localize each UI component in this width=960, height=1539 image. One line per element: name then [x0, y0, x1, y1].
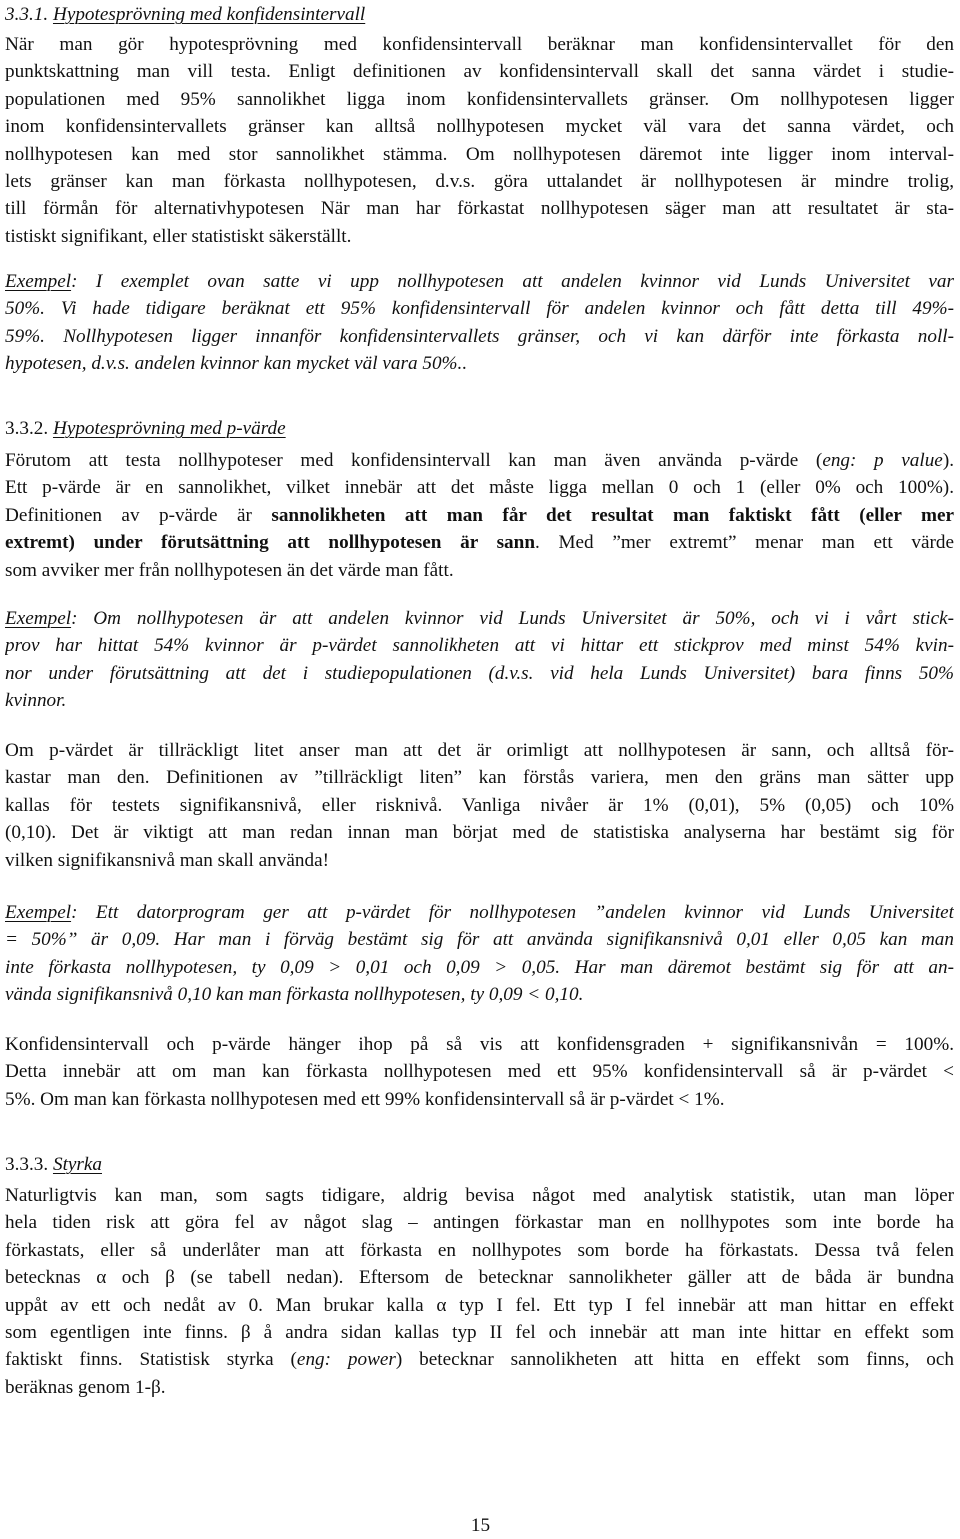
text-line: (0,10). Det är viktigt att man redan innan man börjat med de statistiska analyserna har bestämt sig för [5, 822, 954, 844]
text-line: vända signifikansnivå 0,10 kan man förkasta nollhypotesen, ty 0,09 < 0,10. [5, 984, 584, 1006]
text-line: som egentligen inte finns. β å andra sidan kallas typ II fel och innebär att man inte hittar en effekt som [5, 1321, 954, 1343]
text-line: lets gränser kan man förkasta nollhypotesen, d.v.s. göra uttalandet är nollhypotesen är mindre trolig, [5, 170, 954, 192]
bold-text: extremt) under förutsättning att nollhypotesen är sann [5, 532, 535, 554]
text-run: . Med ”mer extremt” menar man ett värde [535, 532, 954, 554]
section-number: 3.3.2. [5, 418, 49, 439]
text-line: Naturligtvis kan man, som sagts tidigare, aldrig bevisa något med analytisk statistik, utan man löper [5, 1185, 954, 1206]
emphasis-text: eng: power [296, 1349, 396, 1371]
text-line: inom konfidensintervallets gränser kan alltså nollhypotesen mycket väl vara det sanna värdet, och [5, 116, 954, 138]
section-heading-3-3-2 [5, 415, 954, 442]
text-line: = 50%” är 0,09. Har man i förväg bestämt sig för att använda signifikansnivå 0,01 eller 0,05 kan man [5, 929, 954, 951]
text-line: 50%. Vi hade tidigare beräknat ett 95% konfidensintervall för andelen kvinnor och fått detta till 49%- [5, 298, 954, 320]
text-run: Definitionen av p-värde är [5, 504, 272, 526]
text-line: punktskattning man vill testa. Enligt definitionen av konfidensintervall skall det sanna värdet i studie- [5, 61, 954, 83]
emphasis-text: eng: p value [822, 450, 943, 471]
example-label: Exempel [5, 271, 72, 292]
text-run: Förutom att testa nollhypoteser med konfidensintervall kan man även använda p-värde ( [5, 450, 823, 471]
text-run: faktiskt finns. Statistisk styrka ( [5, 1349, 297, 1371]
section-title: Styrka [52, 1154, 102, 1175]
text-line: : I exemplet ovan satte vi upp nollhypotesen att andelen kvinnor vid Lunds Universitet var [71, 271, 954, 292]
text-line: Detta innebär att om man kan förkasta nollhypotesen med ett 95% konfidensintervall så är p-värdet < [5, 1061, 954, 1083]
text-line: nor under förutsättning att det i studiepopulationen (d.v.s. vid hela Lunds Universitet) bara finns 50% [5, 662, 954, 684]
paragraph-power [5, 1182, 954, 1401]
text-line: som avviker mer från nollhypotesen än det värde man fått. [5, 559, 454, 581]
text-line: förkastats, eller så underlåter man att förkasta en nollhypotes som borde ha förkastats. Dessa två felen [5, 1239, 954, 1261]
text-line: tistiskt signifikant, eller statistiskt säkerställt. [5, 225, 352, 247]
text-line: Konfidensintervall och p-värde hänger ihop på så vis att konfidensgraden + signifikansnivån = 100%. [5, 1034, 954, 1055]
section-number: 3.3.3. [5, 1154, 49, 1175]
text-line: populationen med 95% sannolikhet ligga inom konfidensintervallets gränser. Om nollhypotesen ligger [5, 88, 954, 110]
example-block-2 [5, 605, 954, 715]
page-number: 15 [470, 1515, 491, 1536]
text-line: kastar man den. Definitionen av ”tillräckligt liten” kan förstås variera, men den gräns man sätter upp [5, 767, 954, 789]
bold-text: sannolikheten att man får det resultat man faktiskt fått (eller mer [271, 504, 954, 526]
text-line: prov har hittat 54% kvinnor är p-värdet sannolikheten att vi hittar ett stickprov med minst 54% kvin- [5, 635, 954, 657]
paragraph-ci-p-value-relation [5, 1031, 954, 1113]
text-line: : Ett datorprogram ger att p-värdet för nollhypotesen ”andelen kvinnor vid Lunds Universitet [71, 902, 954, 923]
text-line: betecknas α och β (se tabell nedan). Eftersom de betecknar sannolikheter gäller att de båda är bundna [5, 1267, 954, 1289]
section-title: Hypotesprövning med p-värde [52, 418, 286, 439]
text-line: till förmån för alternativhypotesen När man har förkastat nollhypotesen säger man att resultatet är sta- [5, 198, 954, 220]
example-label: Exempel [5, 608, 72, 629]
section-title: Hypotesprövning med konfidensintervall [52, 4, 366, 25]
text-line: Ett p-värde är en sannolikhet, vilket innebär att det måste ligga mellan 0 och 1 (eller 0% och 100%). [5, 477, 954, 499]
text-line: inte förkasta nollhypotesen, ty 0,09 > 0,01 och 0,09 > 0,05. Har man däremot bestämt sig för att an- [5, 956, 954, 978]
document-page [5, 0, 956, 1537]
section-heading-3-3-1 [5, 1, 954, 28]
text-line: beräknas genom 1-β. [5, 1376, 166, 1398]
paragraph-significance-level [5, 737, 954, 874]
text-line: Om p-värdet är tillräckligt litet anser man att det är orimligt att nollhypotesen är sann, och alltså för- [5, 740, 954, 761]
example-block-3 [5, 899, 954, 1009]
paragraph-confidence-interval-test [5, 31, 954, 250]
text-line: kvinnor. [5, 690, 67, 712]
text-run: ) betecknar sannolikheten att hitta en effekt som finns, och [395, 1349, 954, 1371]
text-line: 59%. Nollhypotesen ligger innanför konfidensintervallets gränser, och vi kan därför inte förkasta noll- [5, 325, 954, 347]
text-line: hela tiden risk att göra fel av något slag – antingen förkastar man en nollhypotes som inte borde ha [5, 1212, 954, 1234]
text-line: uppåt av ett och nedåt av 0. Man brukar kalla α typ I fel. Ett typ I fel innebär att man hittar en effekt [5, 1294, 954, 1316]
section-number: 3.3.1. [5, 4, 49, 25]
text-run: ). [942, 450, 954, 471]
paragraph-p-value-definition [5, 447, 954, 584]
example-label: Exempel [5, 902, 72, 923]
text-line: : Om nollhypotesen är att andelen kvinnor vid Lunds Universitet är 50%, och vi i vårt stick- [71, 608, 954, 629]
text-line: 5%. Om man kan förkasta nollhypotesen med ett 99% konfidensintervall så är p-värdet < 1%. [5, 1088, 725, 1110]
text-line: När man gör hypotesprövning med konfidensintervall beräknar man konfidensintervallet för den [5, 34, 954, 55]
text-line: hypotesen, d.v.s. andelen kvinnor kan mycket väl vara 50%.. [5, 353, 468, 375]
example-block-1 [5, 268, 954, 378]
text-line: vilken signifikansnivå man skall använda! [5, 849, 329, 871]
text-line: kallas för testets signifikansnivå, eller risknivå. Vanliga nivåer är 1% (0,01), 5% (0,05) och 10% [5, 794, 954, 816]
text-line: nollhypotesen kan med stor sannolikhet stämma. Om nollhypotesen däremot inte ligger inom interval- [5, 143, 954, 165]
section-heading-3-3-3 [5, 1151, 954, 1178]
